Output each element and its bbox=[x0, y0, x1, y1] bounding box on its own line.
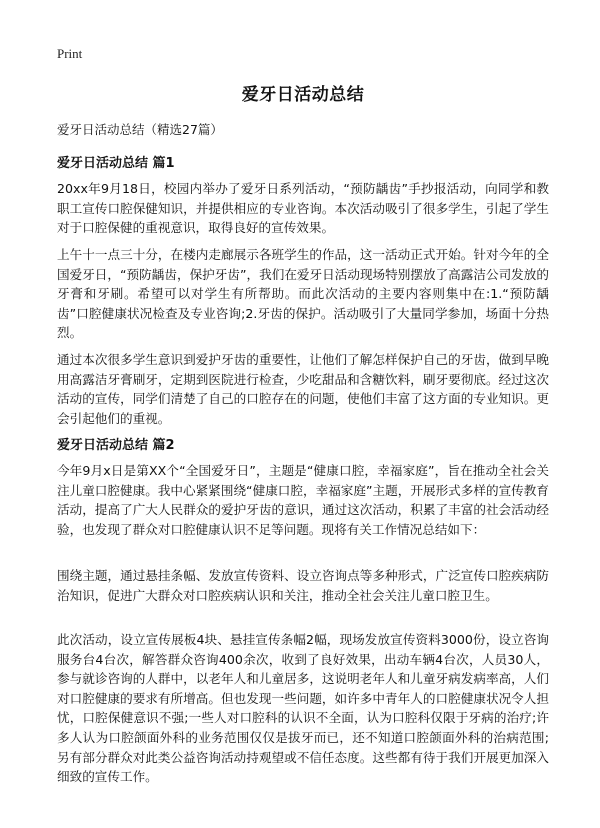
section-1-paragraph-2: 上午十一点三十分，在楼内走廊展示各班学生的作品，这一活动正式开始。针对今年的全国爱牙日，“预防龋齿，保护牙齿”，我们在爱牙日活动现场特别摆放了高露洁公司发放的牙膏和牙刷。希望可以对学生有所帮助。而此次活动的主要内容则集中在:1.“预防龋齿”口腔健康状况检查及专业咨询;2.牙齿的保护。活动吸引了大量同学参加，场面十分热烈。 bbox=[57, 247, 549, 341]
document-subtitle: 爱牙日活动总结（精选27篇） bbox=[57, 122, 223, 137]
section-1-paragraph-1: 20xx年9月18日，校园内举办了爱牙日系列活动，“预防龋齿”手抄报活动，向同学和教职工宣传口腔保健知识，并提供相应的专业咨询。本次活动吸引了很多学生，引起了学生对于口腔保健的重视意识，取得良好的宣传效果。 bbox=[57, 181, 549, 236]
document-title: 爱牙日活动总结 bbox=[241, 85, 365, 105]
section-heading-2: 爱牙日活动总结 篇2 bbox=[57, 438, 175, 453]
section-1-paragraph-3: 通过本次很多学生意识到爱护牙齿的重要性，让他们了解怎样保护自己的牙齿，做到早晚用高露洁牙膏刷牙，定期到医院进行检查，少吃甜品和含糖饮料，刷牙要彻底。经过这次活动的宣传，同学们清楚了自己的口腔存在的问题，使他们丰富了这方面的专业知识。更会引起他们的重视。 bbox=[57, 352, 549, 426]
section-2-paragraph-2: 围绕主题，通过悬挂条幅、发放宣传资料、设立咨询点等多种形式，广泛宣传口腔疾病防治知识，促进广大群众对口腔疾病认识和关注，推动全社会关注儿童口腔卫生。 bbox=[57, 568, 549, 603]
section-heading-1: 爱牙日活动总结 篇1 bbox=[57, 156, 175, 171]
print-label: Print bbox=[57, 46, 83, 61]
section-2-paragraph-3: 此次活动，设立宣传展板4块、悬挂宣传条幅2幅，现场发放宣传资料3000份，设立咨询服务台4台次，解答群众咨询400余次，收到了良好效果，出动车辆4台次，人员30人，参与就诊咨询的人群中，以老年人和儿童居多，这说明老年人和儿童牙病发病率高，人们对口腔健康的要求有所增高。但也发现一些问题，如许多中青年人的口腔健康状况令人担忧，口腔保健意识不强;一些人对口腔科的认识不全面，认为口腔科仅限于牙病的治疗;许多人认为口腔颌面外科的业务范围仅仅是拔牙而已，还不知道口腔颌面外科的治病范围;另有部分群众对此类公益咨询活动持观望或不信任态度。这些都有待于我们开展更加深入细致的宣传工作。 bbox=[57, 632, 549, 785]
section-2-paragraph-1: 今年9月x日是第XX个“全国爱牙日”，主题是“健康口腔，幸福家庭”，旨在推动全社会关注儿童口腔健康。我中心紧紧围绕“健康口腔，幸福家庭”主题，开展形式多样的宣传教育活动，提高了广大人民群众的爱护牙齿的意识，通过这次活动，积累了丰富的社会活动经验，也发现了群众对口腔健康认识不足等问题。现将有关工作情况总结如下： bbox=[57, 463, 549, 537]
